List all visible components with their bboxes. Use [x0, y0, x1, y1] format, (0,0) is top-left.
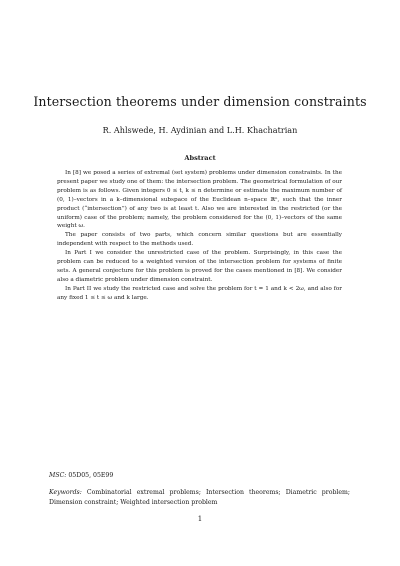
- keywords: [49, 488, 350, 508]
- author-list: R. Ahlswede, H. Aydinian and L.H. Khachatrian: [102, 125, 298, 135]
- abstract-paragraph-2: The paper consists of two parts, which concern similar questions but are essentially independent with respect to the methods used.: [57, 232, 342, 248]
- keywords-label: Keywords:: [49, 489, 82, 496]
- msc-value: 05D05, 05E99: [68, 472, 114, 479]
- keywords-value: Combinatorial extremal problems; Intersection theorems; Diametric problem; Dimension constraint; Weighted intersection problem: [49, 489, 350, 506]
- msc-label: MSC:: [49, 472, 67, 479]
- abstract-heading: Abstract: [184, 154, 216, 162]
- abstract-paragraph-4: In Part II we study the restricted case and solve the problem for t = 1 and k < 2ω, and also for any fixed 1 ≤ t ≤ ω and k large.: [57, 285, 342, 301]
- abstract-paragraph-3: In Part I we consider the unrestricted case of the problem. Surprisingly, in this case the problem can be reduced to a weighted version of the intersection problem for systems of finite sets. A general conjecture for this problem is proved for the cases mentioned in [8]. We consider also a diametric problem under dimension constraint.: [57, 250, 342, 283]
- abstract-body: [57, 169, 342, 303]
- abstract-paragraph-1: In [8] we posed a series of extremal (set system) problems under dimension constraints. In the present paper we study one of them: the intersection problem. The geometrical formulation of our problem is as follows. Given integers 0 ≤ t, k ≤ n determine or estimate the maximum number of (0, 1)–vectors in a k–dimensional subspace of the Euclidean n–space ℝⁿ, such that the inner product (“intersection”) of any two is at least t. Also we are interested in the restricted (or the uniform) case of the problem; namely, the problem considered for the (0, 1)–vectors of the same weight ω.: [57, 170, 342, 230]
- paper-title: Intersection theorems under dimension constraints: [33, 94, 367, 109]
- page-number: 1: [197, 515, 203, 523]
- msc-classification: [49, 472, 113, 479]
